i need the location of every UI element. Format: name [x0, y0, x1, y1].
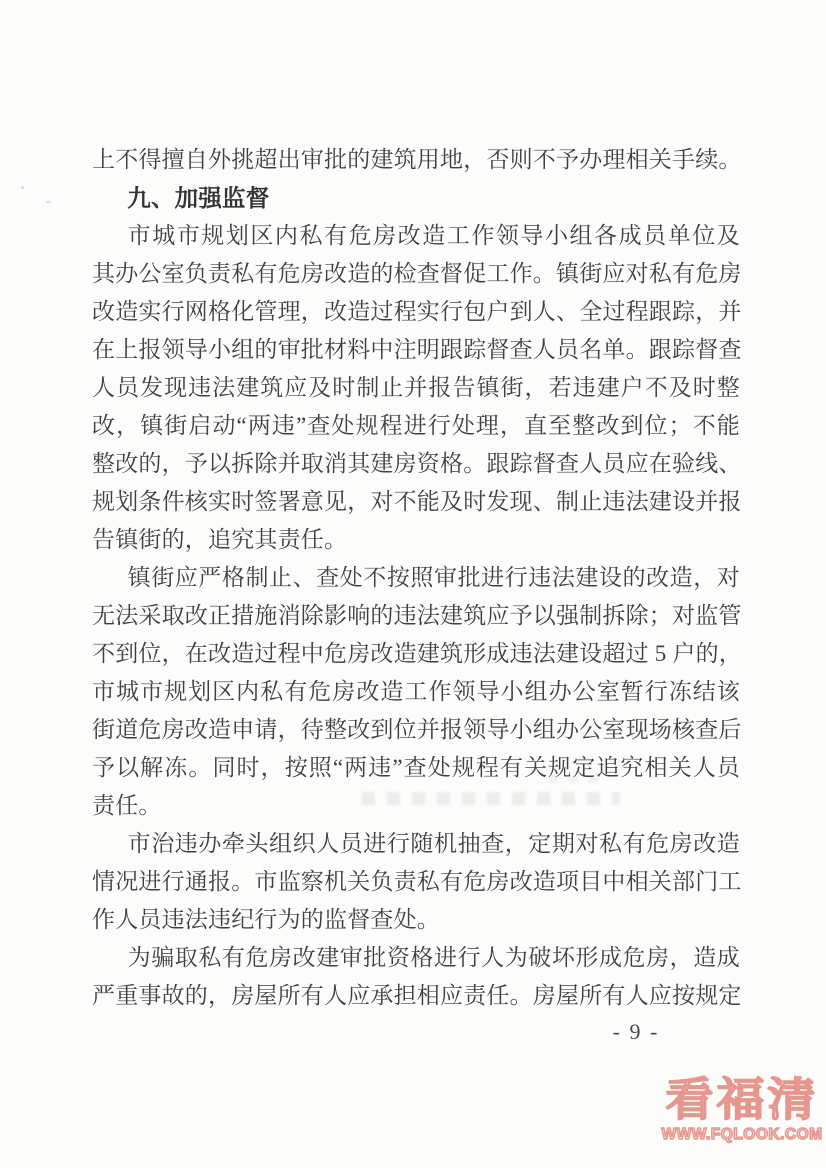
text-line: 无法采取改正措施消除影响的违法建筑应予以强制拆除；对监管 [92, 603, 742, 628]
watermark-logo: 看福清 [665, 1074, 819, 1126]
text-line: 作人员违法违纪行为的监督查处。 [92, 907, 440, 932]
text-line: 予以解冻。同时，按照“两违”查处规程有关规定追究相关人员 [92, 755, 740, 780]
text-line: 规划条件核实时签署意见，对不能及时发现、制止违法建设并报 [92, 489, 742, 514]
text-line: 在上报领导小组的审批材料中注明跟踪督查人员名单。跟踪督查 [92, 337, 742, 362]
text-line: 整改的，予以拆除并取消其建房资格。跟踪督查人员应在验线、 [92, 451, 742, 476]
document-body [92, 141, 740, 1015]
text-line: 告镇街的，追究其责任。 [92, 527, 348, 552]
scan-speck [46, 201, 51, 203]
section-heading: 九、加强监督 [127, 185, 270, 211]
scan-speck [21, 186, 24, 189]
text-line: 市城市规划区内私有危房改造工作领导小组各成员单位及 [127, 223, 740, 248]
text-line: 其办公室负责私有危房改造的检查督促工作。镇街应对私有危房 [92, 261, 742, 286]
text-line: 改造实行网格化管理，改造过程实行包户到人、全过程跟踪，并 [92, 299, 742, 324]
page-number: - 9 - [612, 1019, 660, 1044]
text-line: 人员发现违法建筑应及时制止并报告镇街，若违建户不及时整 [92, 375, 740, 400]
text-line: 街道危房改造申请，待整改到位并报领导小组办公室现场核查后 [92, 717, 742, 742]
text-line: 情况进行通报。市监察机关负责私有危房改造项目中相关部门工 [92, 869, 742, 894]
text-line: 镇街应严格制止、查处不按照审批进行违法建设的改造，对 [127, 565, 740, 590]
text-line: 改，镇街启动“两违”查处规程进行处理，直至整改到位；不能 [92, 413, 740, 438]
text-line: 市治违办牵头组织人员进行随机抽查，定期对私有危房改造 [127, 831, 740, 856]
watermark [656, 1074, 826, 1143]
text-line: 严重事故的，房屋所有人应承担相应责任。房屋所有人应按规定 [92, 983, 742, 1008]
text-line: 责任。 [92, 793, 162, 818]
text-line: 市城市规划区内私有危房改造工作领导小组办公室暂行冻结该 [92, 679, 740, 704]
text-line: 为骗取私有危房改建审批资格进行人为破坏形成危房，造成 [127, 945, 740, 970]
text-line: 上不得擅自外挑超出审批的建筑用地，否则不予办理相关手续。 [92, 147, 742, 172]
text-line: 不到位，在改造过程中危房改造建筑形成违法建设超过 5 户的， [92, 641, 742, 666]
watermark-url: WWW.FQLOOK.COM [661, 1125, 823, 1143]
